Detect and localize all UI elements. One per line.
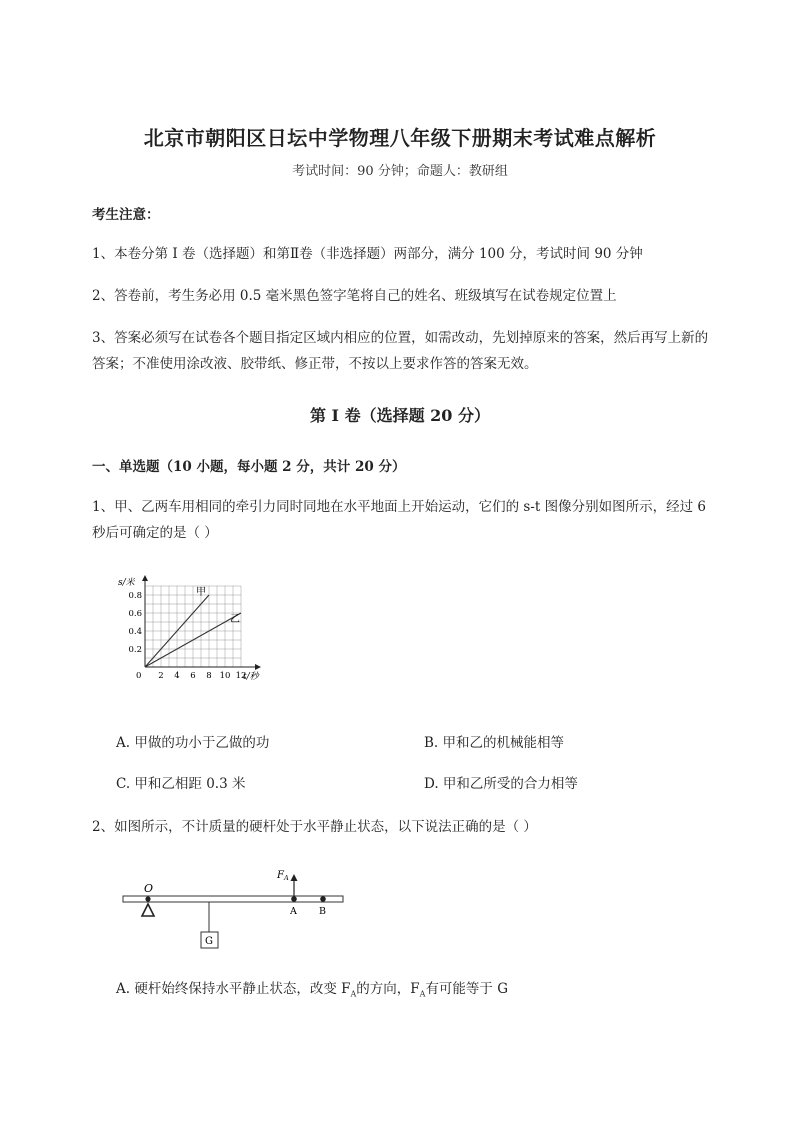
y-tick-label: 0.4 — [128, 627, 142, 637]
point-a-dot — [291, 896, 297, 902]
pivot-label: O — [144, 882, 154, 895]
x-tick-label: 4 — [174, 671, 180, 681]
q2-option-a-text-1: A. 硬杆始终保持水平静止状态，改变 F — [116, 981, 351, 997]
chart-grid — [145, 586, 241, 667]
q1-option-b[interactable]: B. 甲和乙的机械能相等 — [424, 735, 565, 751]
question-2-stem: 2、如图所示，不计质量的硬杆处于水平静止状态，以下说法正确的是（ ） — [92, 819, 537, 835]
point-b-dot — [320, 896, 326, 902]
lever-rod — [123, 896, 343, 902]
notice-item-1: 1、本卷分第 I 卷（选择题）和第Ⅱ卷（非选择题）两部分，满分 100 分，考试时间 90 分钟 — [92, 246, 643, 262]
exam-info: 考试时间：90 分钟；命题人：教研组 — [292, 164, 508, 179]
force-arrowhead — [291, 874, 298, 881]
lever-figure — [118, 862, 353, 952]
y-axis-label: s/米 — [118, 578, 135, 588]
q1-option-d[interactable]: D. 甲和乙所受的合力相等 — [424, 776, 578, 792]
origin-label: 0 — [136, 671, 142, 681]
q2-option-a-sub-1: A — [350, 989, 357, 999]
y-axis-arrow — [142, 575, 148, 581]
force-label: $F_A$ — [277, 870, 289, 882]
y-tick-label: 0.6 — [128, 609, 142, 619]
series-label-2: 乙 — [230, 614, 240, 625]
point-a-label: A — [290, 906, 297, 917]
x-axis-label: t/秒 — [243, 672, 259, 682]
y-tick-label: 0.2 — [128, 645, 142, 655]
q2-option-a[interactable] — [116, 977, 508, 999]
chart-labels — [118, 577, 261, 682]
series-label-1: 甲 — [196, 587, 206, 598]
question-1-stem: 1、甲、乙两车用相同的牵引力同时同地在水平地面上开始运动，它们的 s-t 图像分别如图所示，经过 6 秒后可确定的是（ ） — [92, 499, 706, 541]
x-axis-arrow — [255, 664, 261, 670]
point-b-label: B — [319, 906, 326, 917]
notice-item-2: 2、答卷前，考生务必用 0.5 毫米黑色签字笔将自己的姓名、班级填写在试卷规定位置上 — [92, 288, 617, 304]
x-tick-label: 2 — [158, 671, 164, 681]
notice-item-3: 3、答案必须写在试卷各个题目指定区域内相应的位置，如需改动，先划掉原来的答案，然后再写上新的答案；不准使用涂改液、胶带纸、修正带，不按以上要求作答的答案无效。 — [92, 330, 709, 372]
q2-option-a-text-3: 有可能等于 G — [425, 981, 509, 997]
part-title: 一、单选题（10 小题，每小题 2 分，共计 20 分） — [92, 459, 406, 475]
x-tick-label: 12 — [235, 671, 247, 681]
st-graph — [110, 572, 280, 690]
x-tick-label: 8 — [206, 671, 212, 681]
y-tick-label: 0.8 — [128, 591, 142, 601]
q1-option-c[interactable]: C. 甲和乙相距 0.3 米 — [116, 776, 246, 792]
notice-heading: 考生注意： — [92, 207, 160, 223]
q2-option-a-sub-2: A — [419, 989, 426, 999]
pivot-point — [145, 896, 150, 901]
q2-option-a-text-2: 的方向，F — [356, 981, 420, 997]
section-title: 第 I 卷（选择题 20 分） — [309, 406, 491, 425]
page-title: 北京市朝阳区日坛中学物理八年级下册期末考试难点解析 — [143, 126, 657, 150]
fulcrum-triangle — [142, 904, 154, 916]
x-tick-label: 10 — [219, 671, 231, 681]
weight-label: G — [205, 936, 213, 947]
q1-option-a[interactable]: A. 甲做的功小于乙做的功 — [116, 735, 270, 751]
x-tick-label: 6 — [190, 671, 196, 681]
